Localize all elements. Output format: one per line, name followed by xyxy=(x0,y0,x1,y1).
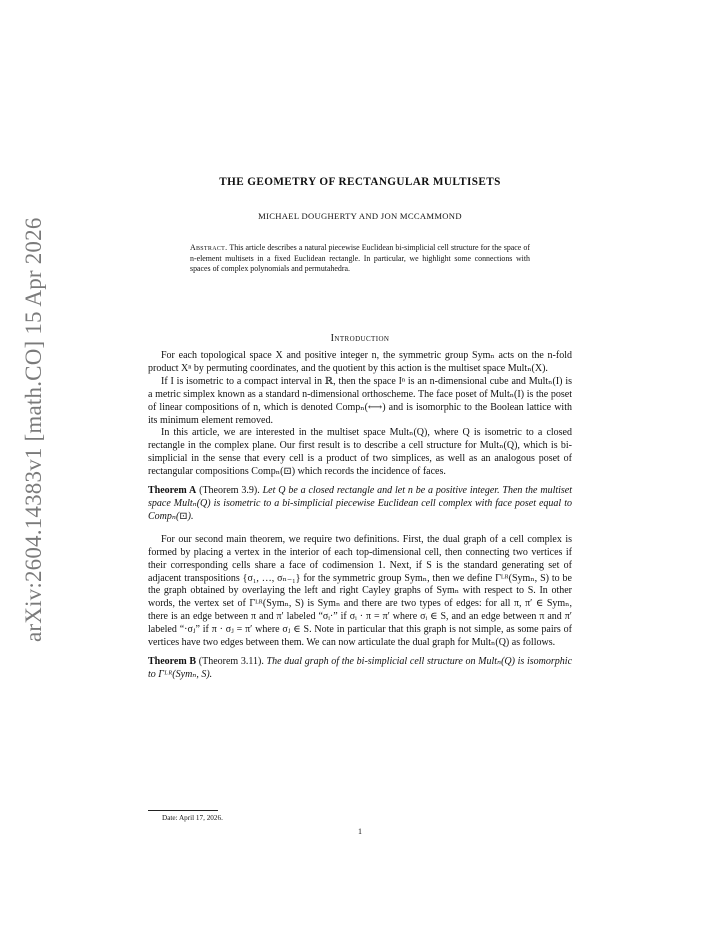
theorem-b-statement: The dual graph of the bi-simplicial cell structure on Multₙ(Q) is isomorphic to Γᴸᴿ(Symₙ, S). xyxy=(148,655,573,680)
paragraph-1: For each topological space X and positive integer n, the symmetric group Symₙ acts on the n-fold product Xⁿ by permuting coordinates, and the quotient by this action is the multiset space Multₙ(X). xyxy=(148,350,572,374)
paper-title: THE GEOMETRY OF RECTANGULAR MULTISETS xyxy=(219,176,501,188)
theorem-a xyxy=(148,485,572,524)
paragraph-2: If I is isometric to a compact interval in ℝ, then the space Iⁿ is an n-dimensional cube and Multₙ(I) is a metric simplex known as a standard n-dimensional orthoscheme. The face poset of Multₙ(I) is the poset of linear compositions of n, which is denoted Compₙ(⟷) and is isomorphic to the Boolean lattice with its minimum element removed. xyxy=(148,375,572,426)
paper-authors: MICHAEL DOUGHERTY AND JON MCCAMMOND xyxy=(258,211,462,221)
arxiv-sidebar-stamp: arXiv:2604.14383v1 [math.CO] 15 Apr 2026 xyxy=(21,217,46,642)
theorem-b-reference: (Theorem 3.11). xyxy=(198,655,264,667)
paragraph-4: For our second main theorem, we require two definitions. First, the dual graph of a cell complex is formed by placing a vertex in the interior of each top-dimensional cell, then connecting two vertices if their corresponding cells share a face of codimension 1. Next, if S is the standard generating set of adjacent transpositions {σ₁, …, σₙ₋₁} for the symmetric group Symₙ, then we define Γᴸᴿ(Symₙ, S) to be the graph obtained by overlaying the left and right Cayley graphs of Symₙ with respect to S. In other words, the vertex set of Γᴸᴿ(Symₙ, S) is Symₙ and there are two types of edges: for all π, π′ ∈ Symₙ, there is an edge between π and π′ labeled “σᵢ·” if σᵢ · π = π′ where σᵢ ∈ S, and an edge between π and π′ labeled “·σⱼ” if π · σⱼ = π′ where σⱼ ∈ S. Note in particular that this graph is not simple, as some pairs of vertices have two edges between them. We can now articulate the dual graph for Multₙ(Q) as follows. xyxy=(148,533,572,649)
body-text xyxy=(148,350,572,682)
theorem-a-heading: Theorem A xyxy=(148,485,197,497)
abstract-text: This article describes a natural piecewise Euclidean bi-simplicial cell structure for the space of n-element multisets in a fixed Euclidean rectangle. In particular, we highlight some connections with spaces of complex polynomials and permutahedra. xyxy=(190,243,530,274)
theorem-a-statement: Let Q be a closed rectangle and let n be a positive integer. Then the multiset space Multₙ(Q) is isometric to a bi-simplicial piecewise Euclidean cell complex with face poset equal to Compₙ(⊡). xyxy=(148,485,573,522)
paragraph-3: In this article, we are interested in the multiset space Multₙ(Q), where Q is isometric to a closed rectangle in the complex plane. Our first result is to describe a cell structure for Multₙ(Q), which is bi-simplicial in the sense that every cell is a product of two simplices, as well as an analogous poset of rectangular compositions Compₙ(⊡) which records the incidence of faces. xyxy=(148,427,572,478)
theorem-a-reference: (Theorem 3.9). xyxy=(199,485,260,497)
theorem-b xyxy=(148,656,572,682)
theorem-b-heading: Theorem B xyxy=(148,655,197,667)
abstract xyxy=(190,243,530,275)
footnote-rule xyxy=(148,810,218,811)
page-number: 1 xyxy=(358,827,362,836)
abstract-label: Abstract. xyxy=(190,243,228,252)
section-heading: Introduction xyxy=(330,333,390,344)
footnote-date: Date: April 17, 2026. xyxy=(162,814,223,822)
